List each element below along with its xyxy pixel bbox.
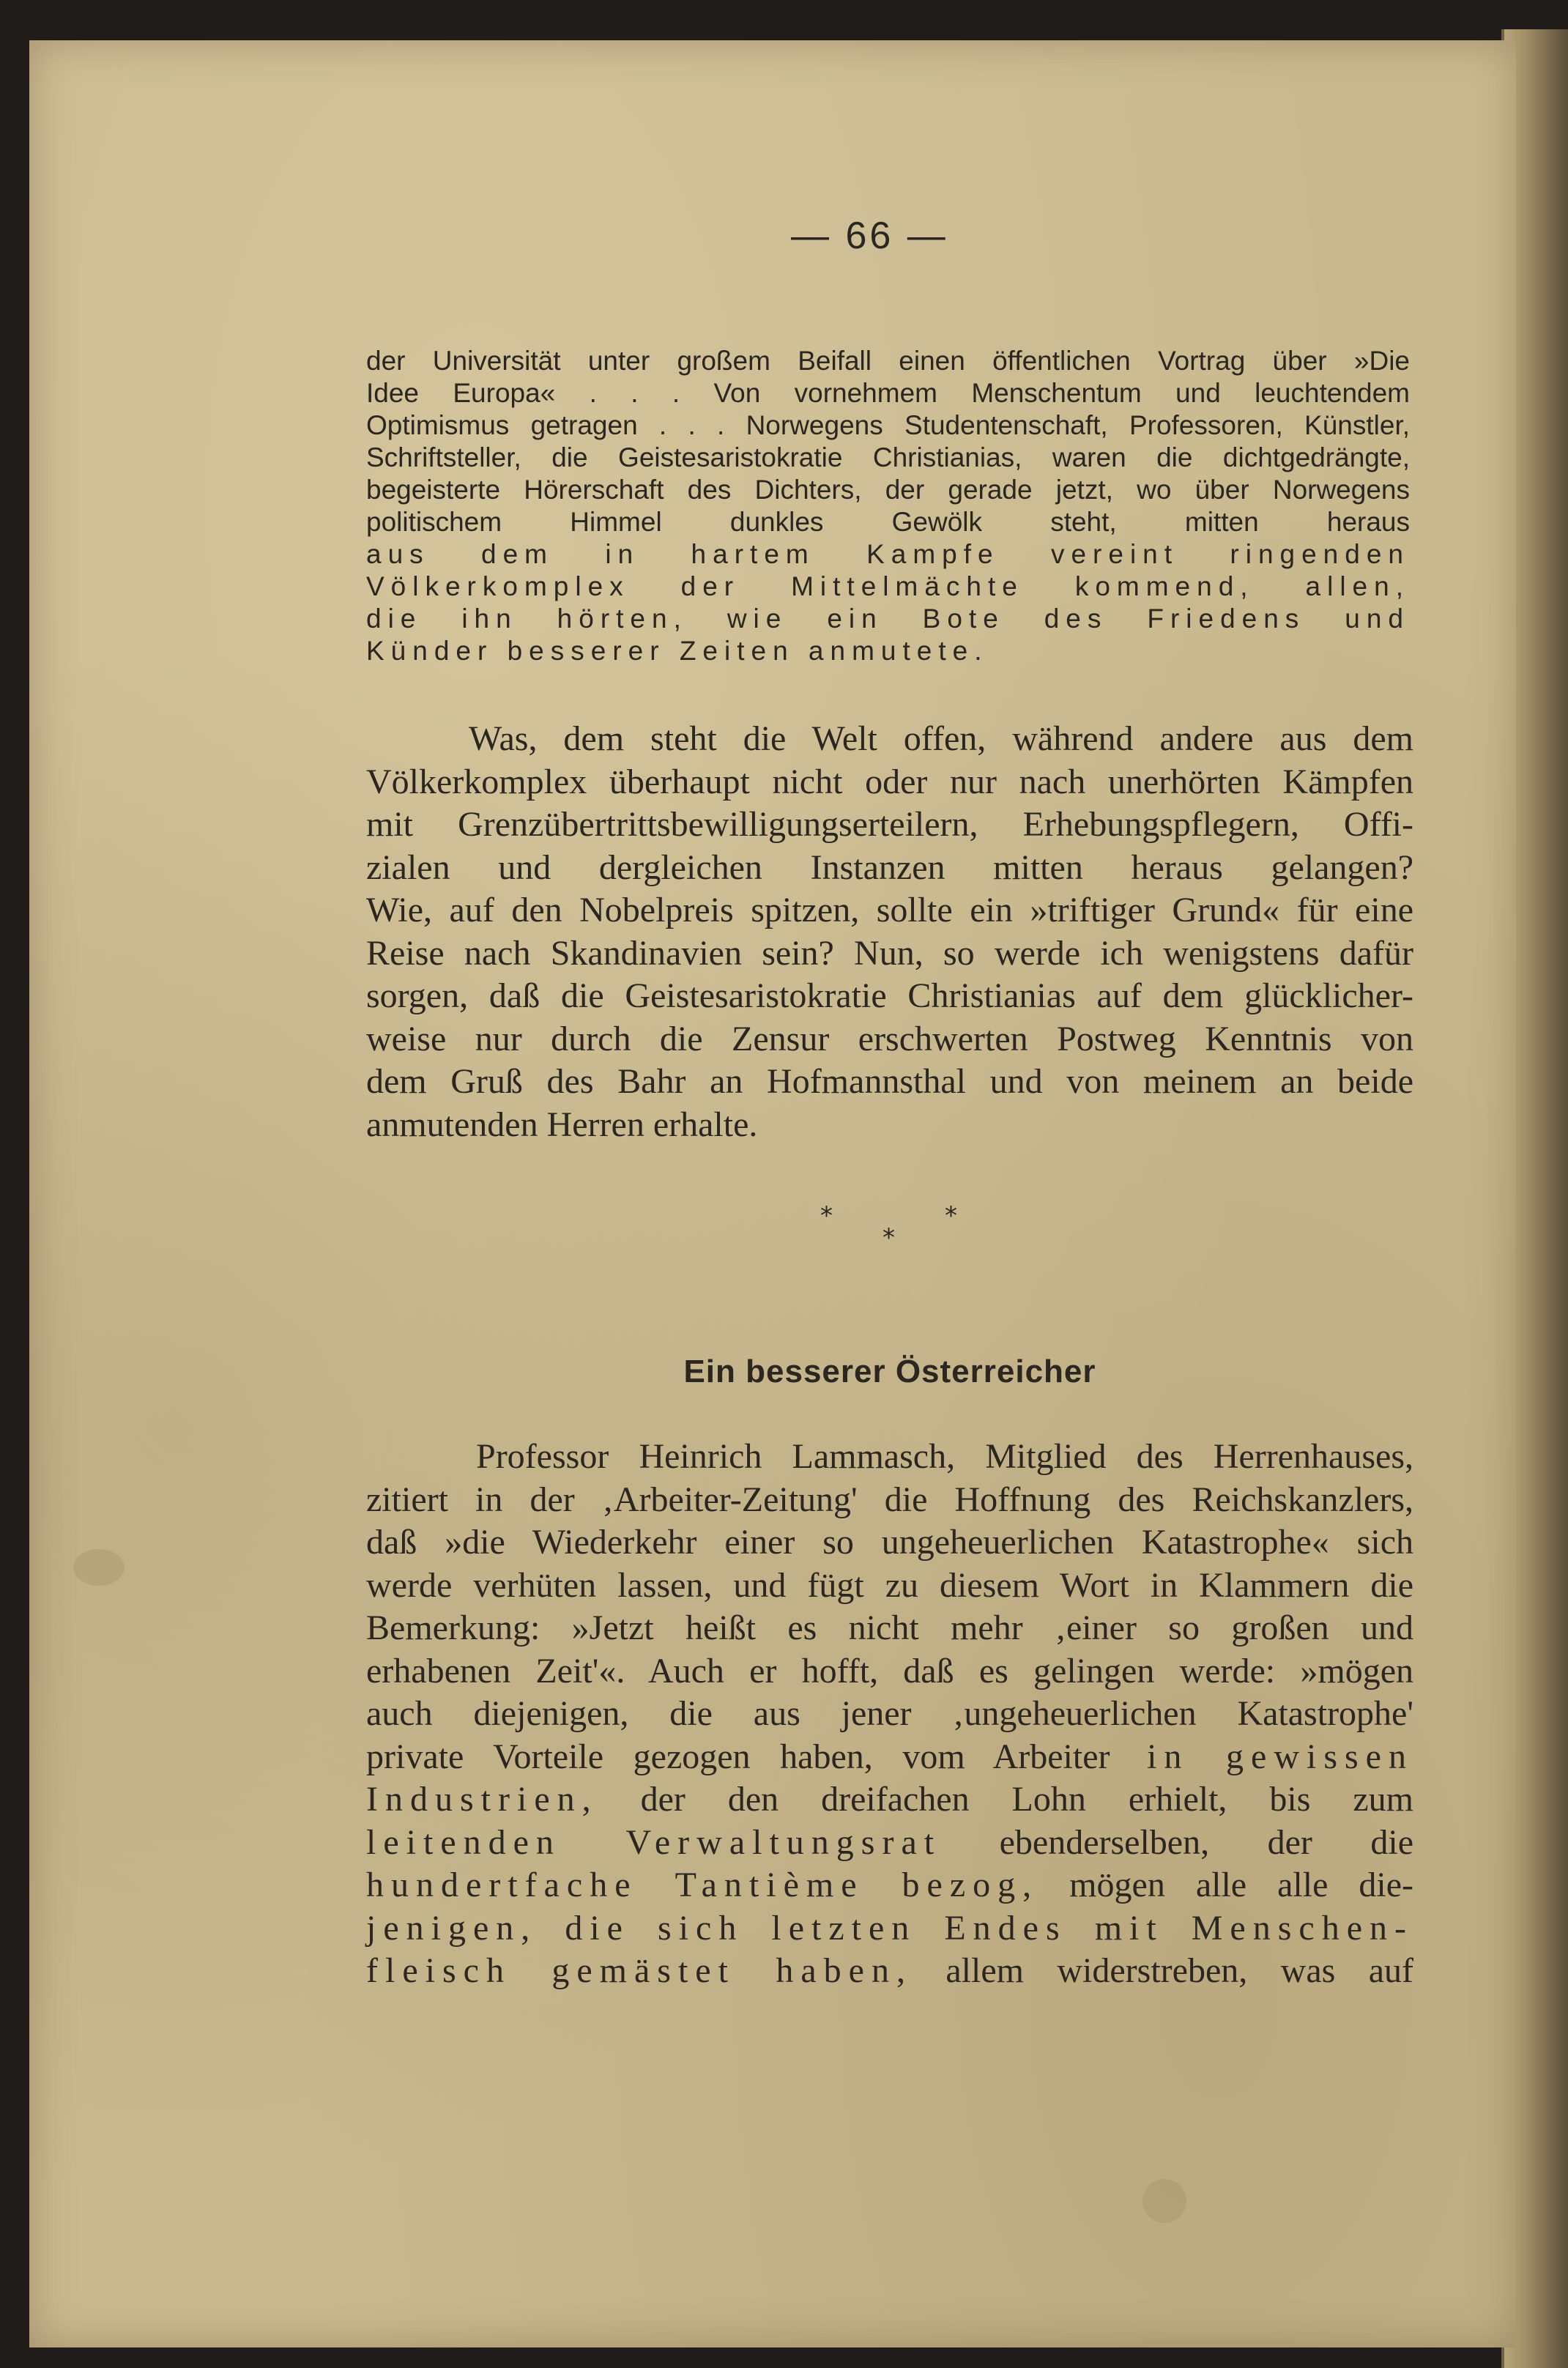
separator-star: * bbox=[820, 1201, 833, 1231]
quote-line: begeisterte Hörerschaft des Dichters, der gerade jetzt, wo über Norwegens bbox=[366, 475, 1410, 505]
quote-line: Schriftsteller, die Geistesaristokratie Christianias, waren die dichtgedrängte, bbox=[366, 442, 1410, 472]
quote-line: die ihn hörten, wie ein Bote des Friedens und bbox=[366, 604, 1410, 634]
text-segment: fleisch gemästet haben, bbox=[366, 1951, 913, 1990]
text-segment: private Vorteile gezogen haben, vom Arbeiter bbox=[366, 1737, 1110, 1776]
text-line: weise nur durch die Zensur erschwerten Postweg Kenntnis von bbox=[366, 1019, 1413, 1058]
text-segment: in gewissen bbox=[1110, 1737, 1413, 1776]
text-line: zialen und dergleichen Instanzen mitten heraus gelangen? bbox=[366, 847, 1413, 887]
text-line bbox=[366, 1778, 1413, 1821]
text-line: werde verhüten lassen, und fügt zu diesem Wort in Klammern die bbox=[366, 1565, 1413, 1605]
text-segment: ebenderselben, der die bbox=[941, 1822, 1413, 1862]
paper-stain bbox=[73, 1549, 125, 1586]
text-line: auch diejenigen, die aus jener ‚ungeheuerlichen Katastrophe' bbox=[366, 1694, 1413, 1733]
text-line bbox=[366, 1907, 1413, 1950]
separator-star: * bbox=[883, 1223, 895, 1252]
section-title: Ein besserer Österreicher bbox=[683, 1354, 1096, 1389]
quote-line: der Universität unter großem Beifall einen öffentlichen Vortrag über »Die bbox=[366, 346, 1410, 376]
separator-star: * bbox=[945, 1201, 957, 1231]
quote-line: aus dem in hartem Kampfe vereint ringenden bbox=[366, 539, 1410, 569]
text-segment: mögen alle alle die- bbox=[1038, 1866, 1414, 1904]
text-segment: hundertfache Tantième bezog, bbox=[366, 1866, 1039, 1904]
quote-line: Idee Europa« . . . Von vornehmem Menschentum und leuchtendem bbox=[366, 378, 1410, 408]
text-line: Professor Heinrich Lammasch, Mitglied des Herrenhauses, bbox=[476, 1437, 1413, 1476]
text-line bbox=[366, 1950, 1413, 1992]
text-line: sorgen, daß die Geistesaristokratie Christianias auf dem glücklicher- bbox=[366, 976, 1413, 1015]
text-line: erhabenen Zeit'«. Auch er hofft, daß es gelingen werde: »mögen bbox=[366, 1651, 1413, 1690]
text-line: zitiert in der ‚Arbeiter-Zeitung' die Hoffnung des Reichskanzlers, bbox=[366, 1480, 1413, 1519]
text-line: mit Grenzübertrittsbewilligungserteilern, Erhebungspflegern, Offi- bbox=[366, 805, 1413, 844]
quote-line: politischem Himmel dunkles Gewölk steht, mitten heraus bbox=[366, 507, 1410, 537]
text-line: Völkerkomplex überhaupt nicht oder nur nach unerhörten Kämpfen bbox=[366, 762, 1413, 801]
text-segment: Industrien, bbox=[366, 1780, 598, 1819]
text-line bbox=[366, 1736, 1413, 1778]
text-line: dem Gruß des Bahr an Hofmannsthal und von meinem an beide bbox=[366, 1062, 1413, 1101]
text-line: Reise nach Skandinavien sein? Nun, so werde ich wenigstens dafür bbox=[366, 933, 1413, 973]
text-segment: der den dreifachen Lohn erhielt, bis zum bbox=[598, 1780, 1413, 1819]
quote-line: Optimismus getragen . . . Norwegens Studentenschaft, Professoren, Künstler, bbox=[366, 410, 1410, 440]
text-segment: allem widerstreben, was auf bbox=[912, 1951, 1413, 1990]
text-line: Wie, auf den Nobelpreis spitzen, sollte ein »triftiger Grund« für eine bbox=[366, 891, 1413, 929]
text-line: Bemerkung: »Jetzt heißt es nicht mehr ‚einer so großen und bbox=[366, 1608, 1413, 1647]
text-line bbox=[366, 1864, 1413, 1907]
paper-stain bbox=[1142, 2179, 1186, 2223]
quote-line: Völkerkomplex der Mittelmächte kommend, allen, bbox=[366, 571, 1410, 601]
text-segment: leitenden Verwaltungsrat bbox=[366, 1822, 942, 1862]
text-line: anmutenden Herren erhalte. bbox=[366, 1105, 758, 1144]
text-line: daß »die Wiederkehr einer so ungeheuerlichen Katastrophe« sich bbox=[366, 1523, 1413, 1562]
quote-line: Künder besserer Zeiten anmutete. bbox=[366, 636, 989, 666]
text-segment: jenigen, die sich letzten Endes mit Menschen- bbox=[366, 1908, 1413, 1948]
section-separator bbox=[798, 1201, 974, 1260]
page-number: — 66 — bbox=[791, 215, 948, 257]
text-line bbox=[366, 1822, 1413, 1864]
text-line: Was, dem steht die Welt offen, während andere aus dem bbox=[469, 719, 1413, 758]
